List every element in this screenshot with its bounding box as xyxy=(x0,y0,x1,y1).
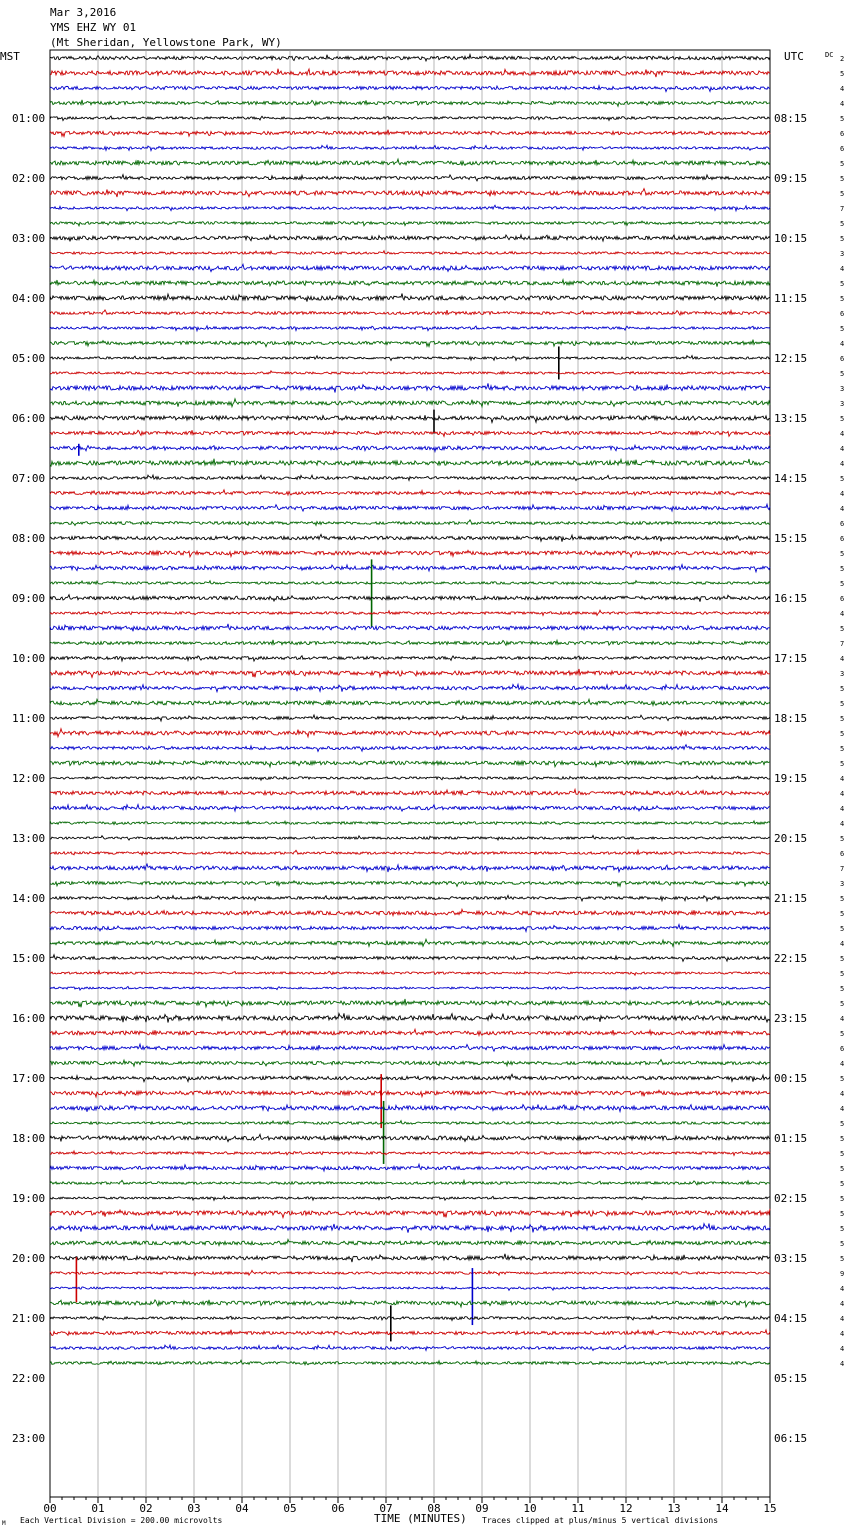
dc-offset-label: 4 xyxy=(840,460,845,468)
dc-offset-label: 5 xyxy=(840,1135,845,1143)
dc-offset-label: 6 xyxy=(840,595,845,603)
trace-line xyxy=(50,69,770,77)
trace-line xyxy=(50,836,770,841)
trace-line xyxy=(50,326,770,331)
left-hour-label: 12:00 xyxy=(12,772,46,785)
dc-offset-label: 5 xyxy=(840,910,845,918)
right-hour-label: 03:15 xyxy=(774,1252,808,1265)
x-tick-label: 13 xyxy=(667,1502,681,1515)
x-axis-title: TIME (MINUTES) xyxy=(374,1512,467,1525)
trace-line xyxy=(50,821,770,825)
trace-line xyxy=(50,610,770,615)
dc-offset-label: 4 xyxy=(840,820,845,828)
trace-line xyxy=(50,1224,770,1233)
right-hour-label: 04:15 xyxy=(774,1312,808,1325)
footer-left-mark: M xyxy=(2,1520,6,1527)
dc-offset-label: 5 xyxy=(840,1180,845,1188)
trace-line xyxy=(50,761,770,767)
trace-line xyxy=(50,699,770,705)
left-hour-label: 02:00 xyxy=(12,172,46,185)
x-tick-label: 11 xyxy=(571,1502,585,1515)
trace-line xyxy=(50,383,770,392)
dc-offset-label: 3 xyxy=(840,250,845,258)
trace-line xyxy=(50,595,770,602)
time-labels xyxy=(12,55,844,1445)
dc-offset-label: 4 xyxy=(840,775,845,783)
dc-offset-label: 5 xyxy=(840,550,845,558)
dc-offset-label: 4 xyxy=(840,85,845,93)
trace-line xyxy=(50,534,770,541)
dc-offset-label: 3 xyxy=(840,400,845,408)
dc-offset-label: 6 xyxy=(840,850,845,858)
trace-line xyxy=(50,116,770,121)
trace-line xyxy=(50,235,770,241)
right-hour-label: 01:15 xyxy=(774,1132,808,1145)
dc-offset-label: 5 xyxy=(840,730,845,738)
left-hour-label: 05:00 xyxy=(12,352,46,365)
dc-offset-label: 4 xyxy=(840,1330,845,1338)
trace-line xyxy=(50,1345,770,1350)
dc-offset-label: 5 xyxy=(840,970,845,978)
trace-line xyxy=(50,1360,770,1365)
trace-line xyxy=(50,1074,770,1081)
dc-offset-label: 4 xyxy=(840,790,845,798)
trace-line xyxy=(50,145,770,150)
dc-offset-label: 5 xyxy=(840,895,845,903)
left-hour-label: 13:00 xyxy=(12,832,46,845)
trace-line xyxy=(50,1044,770,1051)
trace-line xyxy=(50,999,770,1007)
right-hour-label: 14:15 xyxy=(774,472,808,485)
dc-offset-label: 5 xyxy=(840,160,845,168)
left-hour-label: 11:00 xyxy=(12,712,46,725)
trace-line xyxy=(50,1316,770,1320)
trace-line xyxy=(50,100,770,106)
x-tick-label: 00 xyxy=(43,1502,57,1515)
dc-offset-label: 4 xyxy=(840,1315,845,1323)
trace-line xyxy=(50,789,770,794)
dc-offset-label: 5 xyxy=(840,1195,845,1203)
left-hour-label: 04:00 xyxy=(12,292,46,305)
dc-offset-label: 6 xyxy=(840,145,845,153)
dc-offset-label: 5 xyxy=(840,1255,845,1263)
trace-line xyxy=(50,656,770,661)
dc-offset-label: 4 xyxy=(840,1090,845,1098)
dc-offset-label: 4 xyxy=(840,1345,845,1353)
trace-line xyxy=(50,264,770,271)
dc-offset-label: 4 xyxy=(840,430,845,438)
trace-line xyxy=(50,251,770,255)
dc-offset-label: 5 xyxy=(840,925,845,933)
trace-line xyxy=(50,881,770,887)
trace-line xyxy=(50,1105,770,1112)
right-hour-label: 08:15 xyxy=(774,112,808,125)
dc-offset-label: 4 xyxy=(840,1015,845,1023)
dc-offset-label: 3 xyxy=(840,880,845,888)
footer-clip-text: Traces clipped at plus/minus 5 vertical divisions xyxy=(482,1516,719,1525)
left-hour-label: 20:00 xyxy=(12,1252,46,1265)
trace-line xyxy=(50,371,770,375)
dc-offset-label: 4 xyxy=(840,445,845,453)
trace-line xyxy=(50,475,770,480)
trace-line xyxy=(50,1134,770,1141)
left-hour-label: 22:00 xyxy=(12,1372,46,1385)
dc-offset-label: 5 xyxy=(840,685,845,693)
trace-line xyxy=(50,1151,770,1156)
dc-offset-label: 5 xyxy=(840,625,845,633)
dc-offset-label: 4 xyxy=(840,655,845,663)
dc-offset-label: 4 xyxy=(840,1060,845,1068)
x-tick-label: 07 xyxy=(379,1502,393,1515)
dc-offset-label: 5 xyxy=(840,1030,845,1038)
dc-offset-label: 5 xyxy=(840,115,845,123)
dc-offset-label: 5 xyxy=(840,325,845,333)
dc-offset-label: 5 xyxy=(840,370,845,378)
trace-line xyxy=(50,715,770,721)
x-tick-label: 01 xyxy=(91,1502,105,1515)
dc-offset-label: 5 xyxy=(840,835,845,843)
dc-offset-label: 5 xyxy=(840,295,845,303)
trace-line xyxy=(50,280,770,287)
trace-line xyxy=(50,159,770,165)
trace-line xyxy=(50,86,770,92)
dc-offset-label: 6 xyxy=(840,310,845,318)
x-tick-label: 06 xyxy=(331,1502,345,1515)
header-station: YMS EHZ WY 01 xyxy=(50,21,137,34)
right-hour-label: 16:15 xyxy=(774,592,808,605)
trace-line xyxy=(50,1287,770,1291)
left-hour-label: 07:00 xyxy=(12,472,46,485)
trace-line xyxy=(50,1330,770,1336)
trace-line xyxy=(50,1300,770,1307)
trace-line xyxy=(50,850,770,855)
dc-offset-label: 7 xyxy=(840,865,845,873)
header-location: (Mt Sheridan, Yellowstone Park, WY) xyxy=(50,36,282,49)
x-tick-label: 12 xyxy=(619,1502,633,1515)
dc-offset-label: 4 xyxy=(840,610,845,618)
trace-line xyxy=(50,293,770,301)
dc-offset-label: 4 xyxy=(840,265,845,273)
dc-offset-label: 5 xyxy=(840,475,845,483)
right-hour-label: 17:15 xyxy=(774,652,808,665)
dc-offset-label: 5 xyxy=(840,760,845,768)
right-hour-label: 21:15 xyxy=(774,892,808,905)
dc-offset-label: 5 xyxy=(840,175,845,183)
dc-offset-label: 7 xyxy=(840,640,845,648)
dc-offset-label: 6 xyxy=(840,520,845,528)
trace-line xyxy=(50,340,770,347)
trace-line xyxy=(50,189,770,197)
trace-line xyxy=(50,1196,770,1200)
trace-line xyxy=(50,669,770,678)
trace-line xyxy=(50,130,770,137)
left-hour-label: 03:00 xyxy=(12,232,46,245)
trace-line xyxy=(50,415,770,422)
dc-offset-label: 5 xyxy=(840,415,845,423)
right-hour-label: 12:15 xyxy=(774,352,808,365)
dc-offset-label: 5 xyxy=(840,1210,845,1218)
dc-offset-label: 4 xyxy=(840,805,845,813)
trace-line xyxy=(50,684,770,691)
trace-line xyxy=(50,490,770,495)
dc-offset-label: 5 xyxy=(840,1000,845,1008)
trace-line xyxy=(50,895,770,901)
left-hour-label: 14:00 xyxy=(12,892,46,905)
trace-line xyxy=(50,430,770,436)
dc-offset-label: 6 xyxy=(840,535,845,543)
trace-line xyxy=(50,776,770,780)
dc-offset-label: 5 xyxy=(840,1150,845,1158)
trace-line xyxy=(50,745,770,752)
dc-offset-label: 5 xyxy=(840,1165,845,1173)
left-hour-label: 10:00 xyxy=(12,652,46,665)
dc-offset-label: 2 xyxy=(840,55,845,63)
dc-offset-label: 5 xyxy=(840,700,845,708)
x-tick-label: 14 xyxy=(715,1502,729,1515)
trace-line xyxy=(50,459,770,466)
trace-line xyxy=(50,1059,770,1066)
trace-line xyxy=(50,1164,770,1171)
x-tick-label: 15 xyxy=(763,1502,777,1515)
footer-scale-text: Each Vertical Division = 200.00 microvolts xyxy=(20,1516,223,1525)
right-hour-label: 20:15 xyxy=(774,832,808,845)
left-timezone-label: MST xyxy=(0,50,20,63)
trace-line xyxy=(50,986,770,990)
dc-offset-label: 4 xyxy=(840,1105,845,1113)
dc-offset-label: 4 xyxy=(840,1360,845,1368)
trace-line xyxy=(50,1121,770,1125)
right-hour-label: 23:15 xyxy=(774,1012,808,1025)
trace-line xyxy=(50,1239,770,1245)
x-tick-label: 02 xyxy=(139,1502,153,1515)
dc-offset-label: 5 xyxy=(840,745,845,753)
trace-line xyxy=(50,221,770,226)
x-tick-label: 05 xyxy=(283,1502,297,1515)
trace-line xyxy=(50,909,770,915)
dc-offset-label: 6 xyxy=(840,130,845,138)
dc-offset-label: 3 xyxy=(840,670,845,678)
dc-offset-label: 5 xyxy=(840,70,845,78)
left-hour-label: 16:00 xyxy=(12,1012,46,1025)
right-hour-label: 13:15 xyxy=(774,412,808,425)
left-hour-label: 15:00 xyxy=(12,952,46,965)
dc-offset-label: 4 xyxy=(840,940,845,948)
dc-offset-label: 5 xyxy=(840,1120,845,1128)
x-tick-label: 03 xyxy=(187,1502,201,1515)
dc-offset-label: 4 xyxy=(840,1285,845,1293)
dc-offset-label: 3 xyxy=(840,385,845,393)
dc-offset-label: 7 xyxy=(840,205,845,213)
header-date: Mar 3,2016 xyxy=(50,6,117,19)
left-hour-label: 19:00 xyxy=(12,1192,46,1205)
trace-line xyxy=(50,550,770,557)
trace-line xyxy=(50,1209,770,1218)
right-hour-label: 22:15 xyxy=(774,952,808,965)
left-hour-label: 21:00 xyxy=(12,1312,46,1325)
right-hour-label: 05:15 xyxy=(774,1372,808,1385)
dc-offset-label: 5 xyxy=(840,280,845,288)
trace-line xyxy=(50,971,770,975)
right-hour-label: 00:15 xyxy=(774,1072,808,1085)
dc-offset-label: 5 xyxy=(840,580,845,588)
right-hour-label: 09:15 xyxy=(774,172,808,185)
trace-line xyxy=(50,356,770,361)
trace-line xyxy=(50,399,770,407)
trace-line xyxy=(50,729,770,737)
trace-line xyxy=(50,924,770,931)
dc-offset-label: 5 xyxy=(840,235,845,243)
right-hour-label: 10:15 xyxy=(774,232,808,245)
right-hour-label: 15:15 xyxy=(774,532,808,545)
dc-offset-label: 5 xyxy=(840,220,845,228)
dc-offset-label: 5 xyxy=(840,190,845,198)
dc-offset-label: 9 xyxy=(840,1270,845,1278)
dc-offset-label: 5 xyxy=(840,985,845,993)
dc-offset-label: 4 xyxy=(840,490,845,498)
left-hour-label: 01:00 xyxy=(12,112,46,125)
dc-offset-label: 5 xyxy=(840,715,845,723)
trace-line xyxy=(50,581,770,585)
x-tick-label: 04 xyxy=(235,1502,249,1515)
trace-line xyxy=(50,1270,770,1275)
right-hour-label: 11:15 xyxy=(774,292,808,305)
trace-line xyxy=(50,939,770,946)
dc-offset-label: 6 xyxy=(840,355,845,363)
trace-line xyxy=(50,205,770,211)
right-timezone-label: UTC xyxy=(784,50,804,63)
right-hour-label: 02:15 xyxy=(774,1192,808,1205)
trace-line xyxy=(50,805,770,812)
right-hour-label: 06:15 xyxy=(774,1432,808,1445)
trace-line xyxy=(50,445,770,451)
left-hour-label: 06:00 xyxy=(12,412,46,425)
left-hour-label: 09:00 xyxy=(12,592,46,605)
trace-line xyxy=(50,1029,770,1035)
dc-offset-label: 5 xyxy=(840,955,845,963)
trace-line xyxy=(50,864,770,872)
trace-line xyxy=(50,1180,770,1185)
dc-offset-label: 6 xyxy=(840,1045,845,1053)
dc-offset-label: 5 xyxy=(840,1075,845,1083)
right-hour-label: 18:15 xyxy=(774,712,808,725)
dc-column-label: DC xyxy=(825,51,834,59)
trace-line xyxy=(50,1013,770,1022)
dc-offset-label: 4 xyxy=(840,505,845,513)
left-hour-label: 23:00 xyxy=(12,1432,46,1445)
dc-offset-label: 4 xyxy=(840,1300,845,1308)
trace-line xyxy=(50,955,770,962)
trace-line xyxy=(50,640,770,645)
trace-line xyxy=(50,55,770,61)
trace-line xyxy=(50,1090,770,1097)
trace-line xyxy=(50,310,770,315)
trace-line xyxy=(50,565,770,572)
trace-lines xyxy=(50,55,770,1365)
right-hour-label: 19:15 xyxy=(774,772,808,785)
dc-offset-label: 4 xyxy=(840,340,845,348)
x-tick-label: 10 xyxy=(523,1502,537,1515)
x-tick-label: 08 xyxy=(427,1502,441,1515)
dc-offset-label: 5 xyxy=(840,565,845,573)
trace-line xyxy=(50,624,770,631)
dc-offset-label: 4 xyxy=(840,100,845,108)
left-hour-label: 18:00 xyxy=(12,1132,46,1145)
trace-line xyxy=(50,504,770,511)
dc-offset-label: 5 xyxy=(840,1225,845,1233)
left-hour-label: 17:00 xyxy=(12,1072,46,1085)
left-hour-label: 08:00 xyxy=(12,532,46,545)
dc-offset-label: 5 xyxy=(840,1240,845,1248)
x-tick-label: 09 xyxy=(475,1502,489,1515)
trace-line xyxy=(50,520,770,526)
trace-line xyxy=(50,175,770,181)
trace-line xyxy=(50,1254,770,1262)
